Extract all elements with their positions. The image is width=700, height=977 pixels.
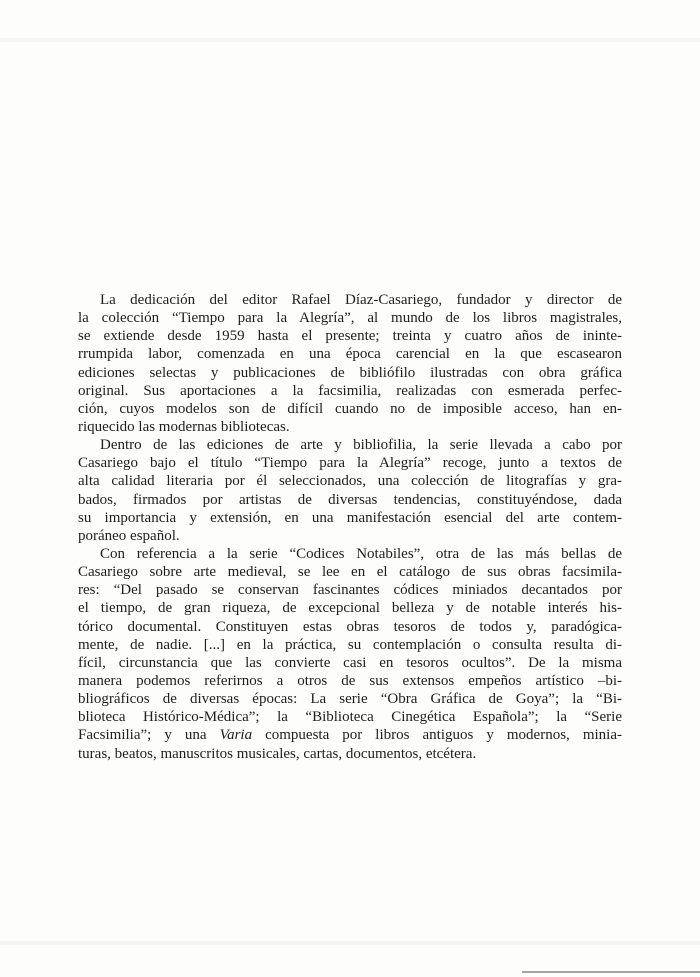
text-line <box>78 364 622 382</box>
text-line <box>78 636 622 654</box>
text-segment: bados, firmados por artistas de diversas tendencias, constituyéndose, dada <box>78 491 622 508</box>
italic-text: Varia <box>219 727 253 744</box>
text-line <box>78 309 622 327</box>
text-segment: res: “Del pasado se conservan fascinantes códices miniados decantados por <box>78 582 622 599</box>
text-line <box>78 563 622 581</box>
text-segment: fícil, circunstancia que las convierte casi en tesoros ocultos”. De la misma <box>78 654 622 671</box>
text-segment: Casariego sobre arte medieval, se lee en el catálogo de sus obras facsimila- <box>78 564 622 581</box>
text-line <box>78 599 622 617</box>
text-segment: Facsimilia”; y una <box>78 727 220 744</box>
text-line <box>78 726 622 744</box>
text-block <box>78 291 622 763</box>
text-segment: turas, beatos, manuscritos musicales, cartas, documentos, etcétera. <box>78 745 477 762</box>
text-segment: manera podemos referirnos a otros de sus extensos empeños artístico –bi- <box>78 672 622 689</box>
text-line <box>78 491 622 509</box>
text-segment: blioteca Histórico-Médica”; la “Biblioteca Cinegética Española”; la “Serie <box>78 709 622 726</box>
paragraph <box>78 291 622 436</box>
text-line <box>78 545 622 563</box>
text-segment: Con referencia a la serie “Codices Notabiles”, otra de las más bellas de <box>100 545 622 562</box>
text-segment: el tiempo, de gran riqueza, de excepcional belleza y de notable interés his- <box>78 600 622 617</box>
text-segment: la colección “Tiempo para la Alegría”, al mundo de los libros magistrales, <box>78 310 622 327</box>
paragraph <box>78 436 622 545</box>
text-segment: poráneo español. <box>78 527 180 544</box>
text-segment: bliográficos de diversas épocas: La serie “Obra Gráfica de Goya”; la “Bi- <box>78 691 622 708</box>
text-line <box>78 472 622 490</box>
text-line <box>78 345 622 363</box>
text-line <box>78 672 622 690</box>
text-line <box>78 382 622 400</box>
scan-edge-bottom <box>0 941 700 945</box>
text-line <box>78 291 622 309</box>
text-segment: alta calidad literaria por él seleccionados, una colección de litografías y gra- <box>78 473 622 490</box>
text-segment: se extiende desde 1959 hasta el presente; treinta y cuatro años de ininte- <box>78 328 622 345</box>
text-line <box>78 618 622 636</box>
text-segment: La dedicación del editor Rafael Díaz-Casariego, fundador y director de <box>100 292 622 308</box>
text-segment: Casariego bajo el título “Tiempo para la Alegría” recoge, junto a textos de <box>78 455 622 472</box>
text-line <box>78 509 622 527</box>
text-line <box>78 418 622 436</box>
text-segment: original. Sus aportaciones a la facsimilia, realizadas con esmerada perfec- <box>78 382 622 399</box>
text-line <box>78 327 622 345</box>
text-line <box>78 527 622 545</box>
text-segment: ción, cuyos modelos son de difícil cuando no de imposible acceso, han en- <box>78 400 622 417</box>
scan-edge-top <box>0 38 700 42</box>
text-segment: riquecido las modernas bibliotecas. <box>78 418 290 435</box>
text-segment: compuesta por libros antiguos y modernos, minia- <box>252 727 622 744</box>
text-line <box>78 454 622 472</box>
text-line <box>78 400 622 418</box>
text-segment: tórico documental. Constituyen estas obras tesoros de todos y, paradógica- <box>78 618 622 635</box>
text-line <box>78 708 622 726</box>
text-line <box>78 654 622 672</box>
text-line <box>78 745 622 763</box>
text-line <box>78 690 622 708</box>
scan-artifact-line <box>522 971 700 973</box>
text-line <box>78 581 622 599</box>
text-segment: ediciones selectas y publicaciones de bibliófilo ilustradas con obra gráfica <box>78 364 622 381</box>
text-segment: rrumpida labor, comenzada en una época carencial en la que escasearon <box>78 346 622 363</box>
text-line <box>78 436 622 454</box>
text-segment: su importancia y extensión, en una manifestación esencial del arte contem- <box>78 509 622 526</box>
paragraph <box>78 545 622 763</box>
text-segment: mente, de nadie. [...] en la práctica, su contemplación o consulta resulta di- <box>78 636 622 653</box>
text-segment: Dentro de las ediciones de arte y bibliofilia, la serie llevada a cabo por <box>100 437 622 454</box>
